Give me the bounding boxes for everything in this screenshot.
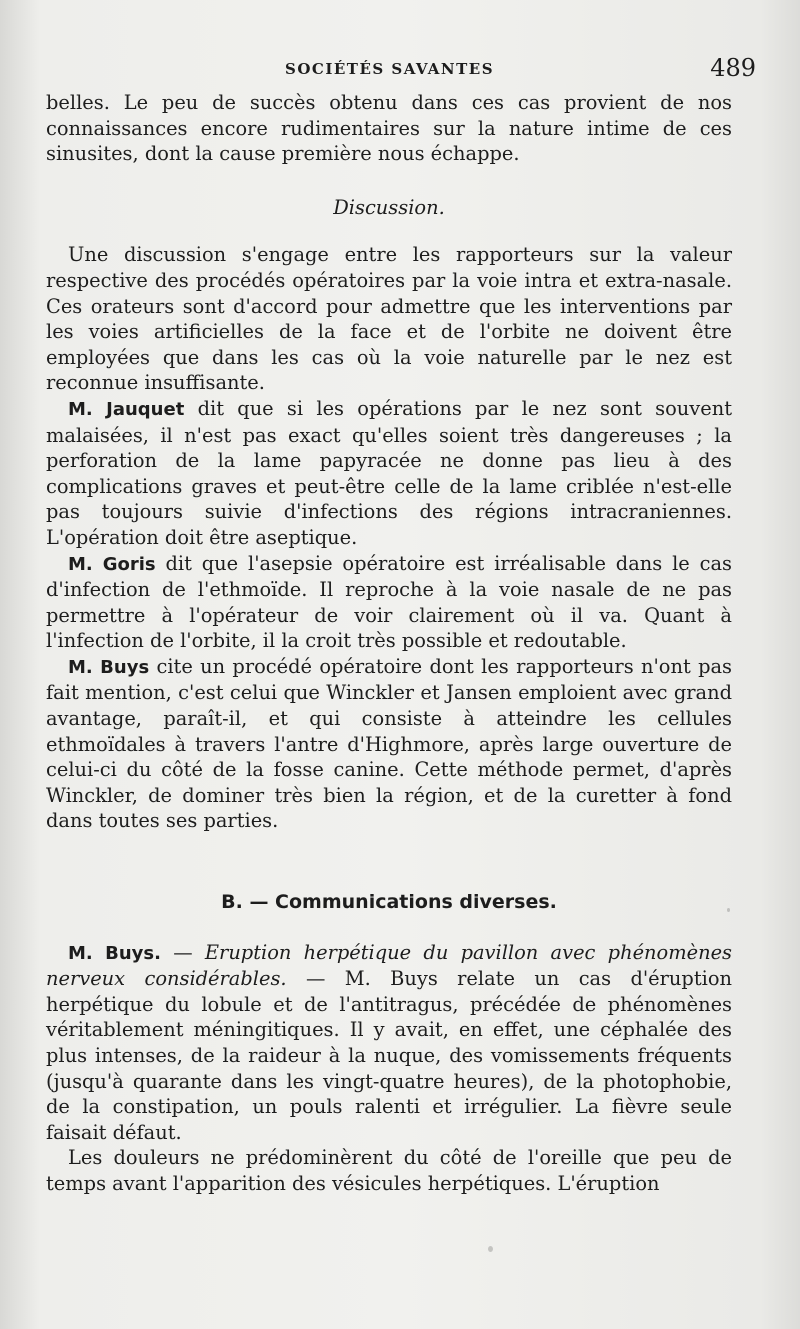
communications-heading: B. — Communications diverses. bbox=[221, 891, 557, 914]
dash: — bbox=[160, 940, 205, 964]
paragraph-douleurs: Les douleurs ne prédominèrent du côté de l'oreille que peu de temps avant l'apparition des vésicules herpétiques. L'éruption bbox=[46, 1146, 732, 1195]
paragraph-buys bbox=[46, 654, 732, 834]
speaker-name: M. Goris bbox=[68, 553, 156, 575]
paragraph-text: dit que si les opérations par le nez sont souvent malaisées, il n'est pas exact qu'elles soient très dangereuses ; la perforation de la lame papyracée ne donne pas lieu à des complications graves et peut-être celle de la lame criblée n'est-elle pas toujours suivie d'infections des régions intracraniennes. L'opération doit être aseptique. bbox=[46, 396, 733, 549]
paragraph-text: dit que l'asepsie opératoire est irréalisable dans le cas d'infection de l'ethmoïde. Il reproche à la voie nasale de ne pas permettre à l'opérateur de voir clairement où il va. Quant à l'infection de l'orbite, il la croit très possible et redoutable. bbox=[46, 551, 732, 653]
ink-speck bbox=[727, 908, 730, 912]
communication-title: Eruption herpétique du pavillon avec phénomènes nerveux considérables. bbox=[46, 940, 732, 991]
paragraph-discussion: Une discussion s'engage entre les rapporteurs sur la valeur respective des procédés opératoires par la voie intra et extra-nasale. Ces orateurs sont d'accord pour admettre que les interventions par les voies artificielles de la face et de l'orbite ne doivent être employées que dans les cas où la voie naturelle par le nez est reconnue insuffisante. bbox=[46, 243, 732, 395]
body-text bbox=[46, 90, 732, 1197]
page-number: 489 bbox=[710, 54, 756, 82]
discussion-heading: Discussion. bbox=[333, 195, 445, 219]
paragraph-text: — M. Buys relate un cas d'éruption herpétique du lobule et de l'antitragus, précédée de phénomènes véritablement méningitiques. Il y avait, en effet, une céphalée des plus intenses, de la raideur à la nuque, des vomissements fréquents (jusqu'à quarante dans les vingt-quatre heures), de la photophobie, de la constipation, un pouls ralenti et irrégulier. La fièvre seule faisait défaut. bbox=[46, 967, 732, 1144]
paragraph-goris bbox=[46, 551, 732, 654]
paragraph-eruption bbox=[46, 940, 732, 1146]
page-header bbox=[0, 52, 800, 92]
speaker-name: M. Jauquet bbox=[68, 398, 185, 420]
speaker-name: M. Buys bbox=[68, 656, 150, 678]
speaker-name: M. Buys. bbox=[68, 942, 161, 964]
paragraph-continued: belles. Le peu de succès obtenu dans ces cas provient de nos connaissances encore rudimentaires sur la nature intime de ces sinusites, dont la cause première nous échappe. bbox=[46, 91, 732, 166]
ink-speck bbox=[488, 1246, 493, 1252]
paragraph-text: cite un procédé opératoire dont les rapporteurs n'ont pas fait mention, c'est celui que Winckler et Jansen emploient avec grand avantage, paraît-il, et qui consiste à atteindre les cellules ethmoïdales à travers l'antre d'Highmore, après large ouverture de celui-ci du côté de la fosse canine. Cette méthode permet, d'après Winckler, de dominer très bien la région, et de la curetter à fond dans toutes ses parties. bbox=[46, 654, 732, 833]
paragraph-jauquet bbox=[46, 396, 732, 551]
running-title: SOCIÉTÉS SAVANTES bbox=[285, 60, 495, 78]
